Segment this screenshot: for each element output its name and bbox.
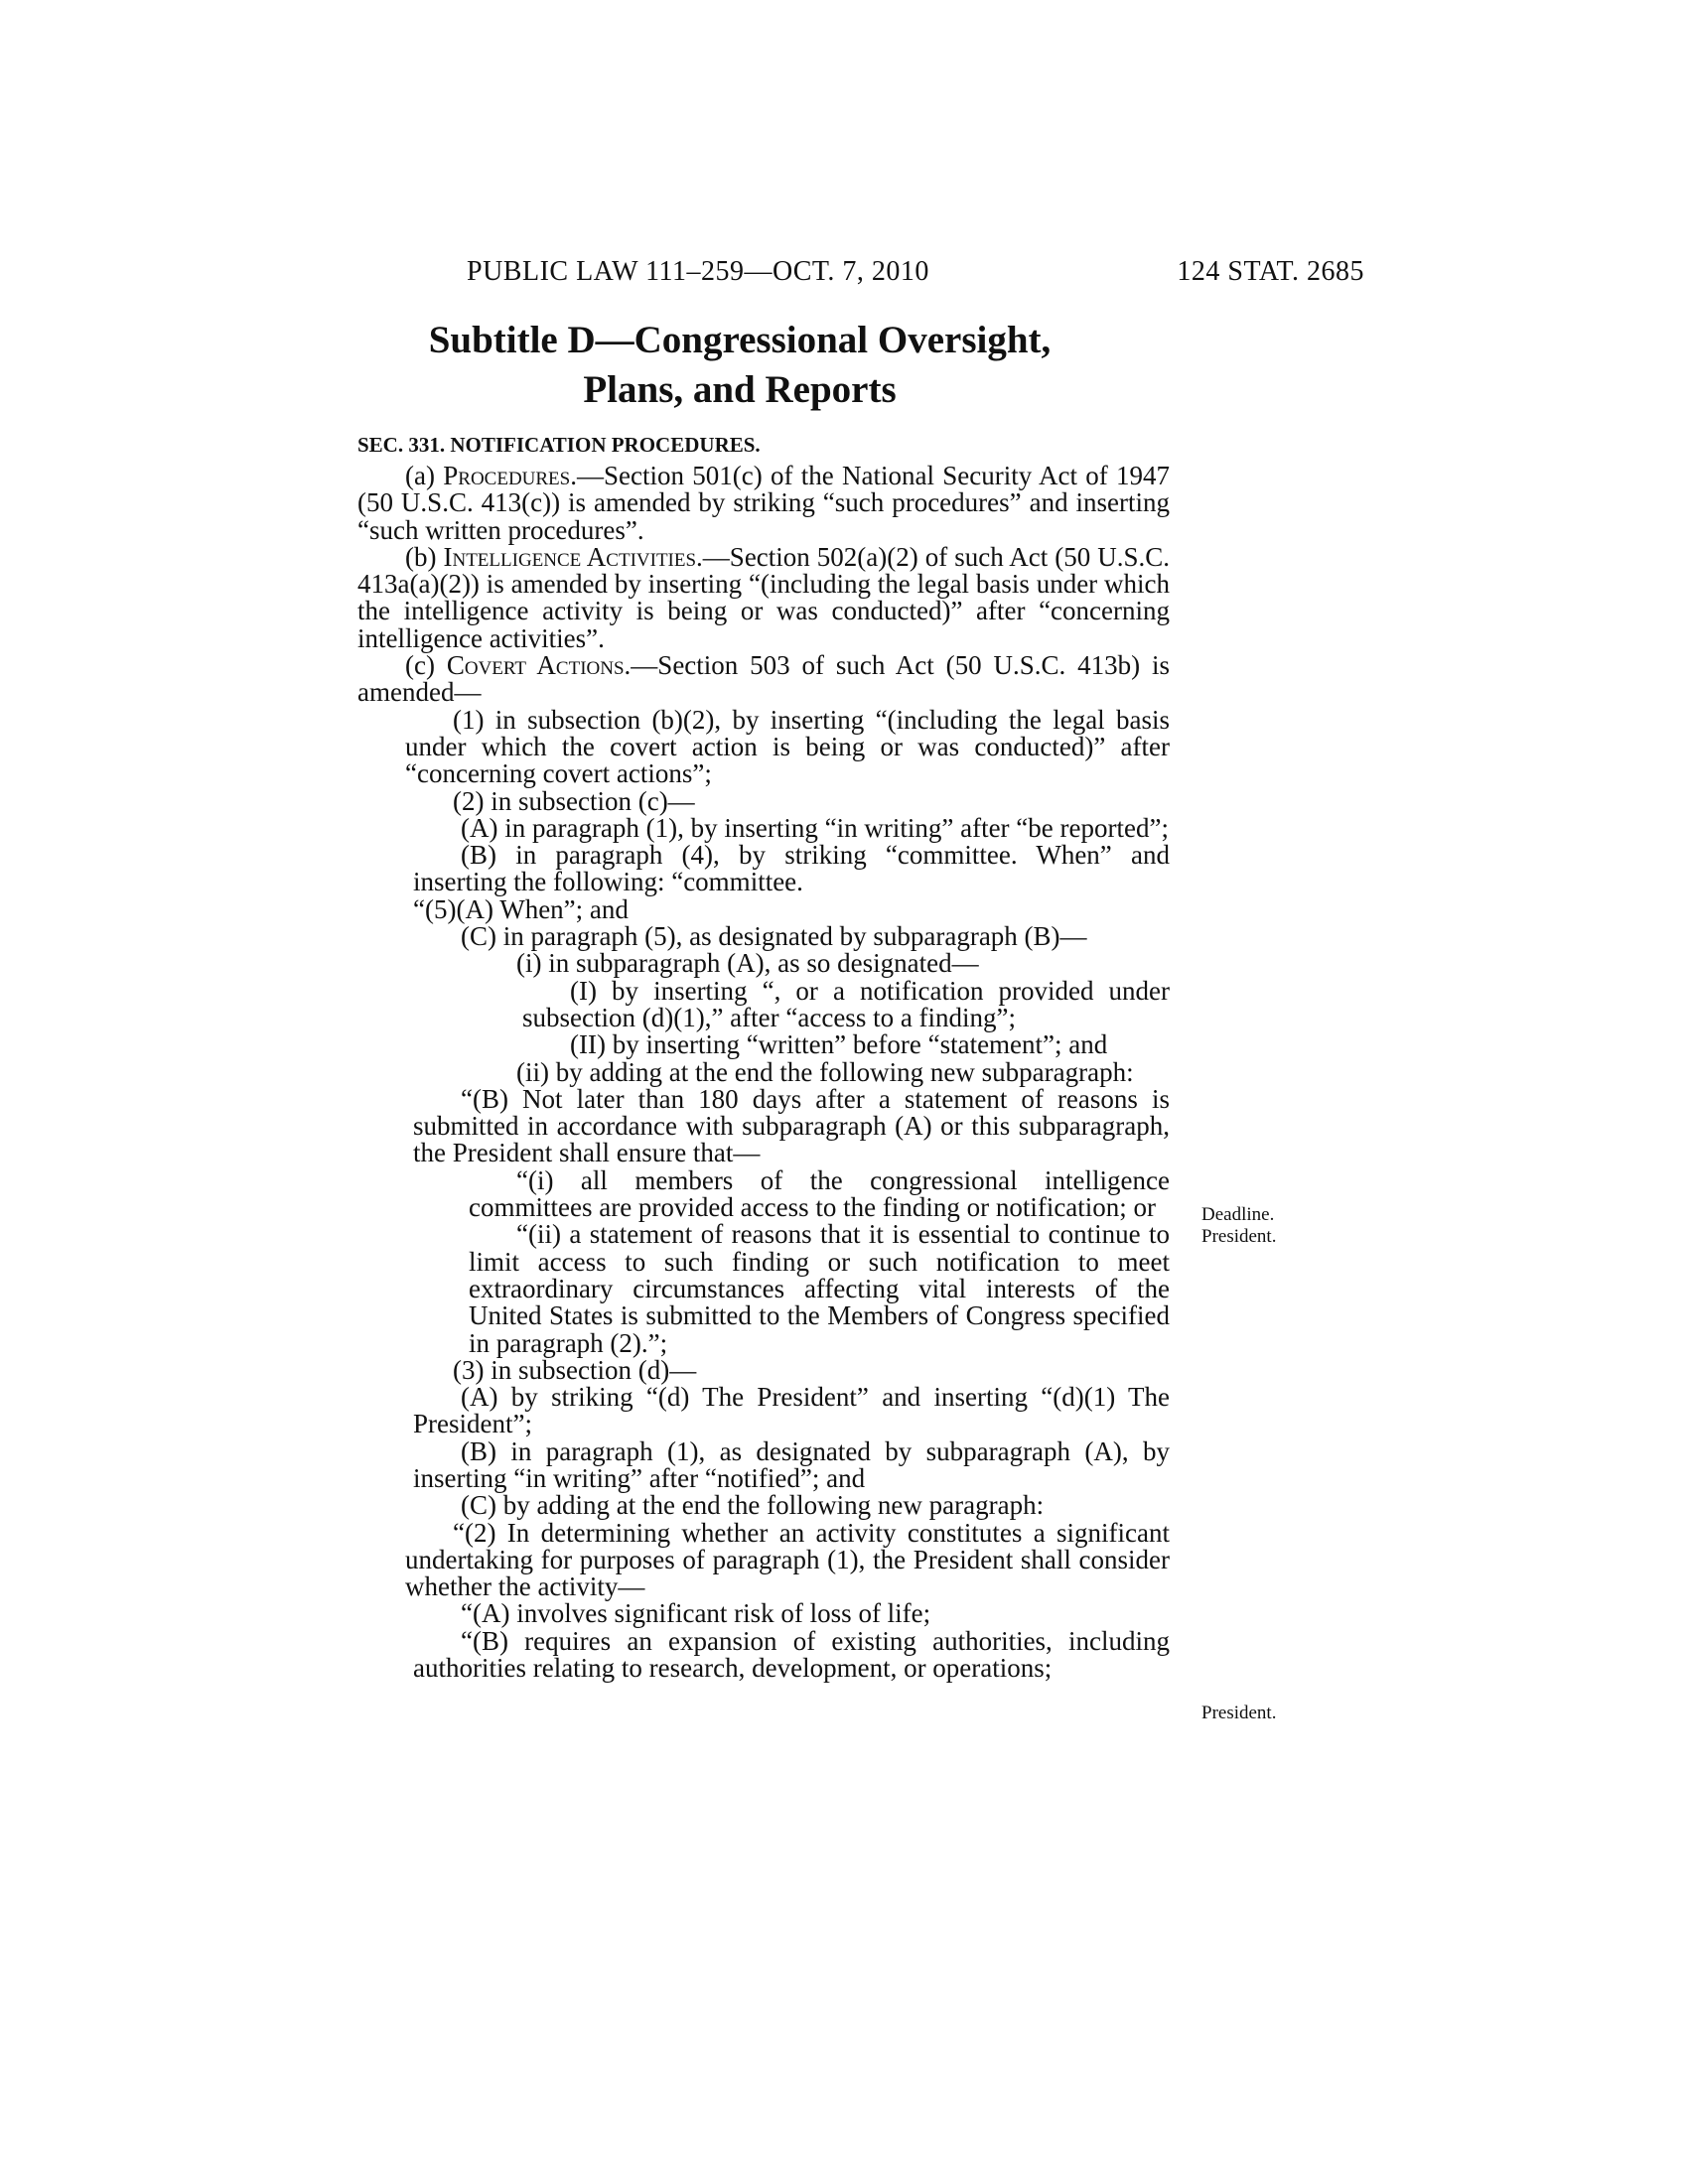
subsection-b-caption: Intelligence Activities [443,541,697,572]
margin-note-president: President. [1201,1703,1277,1723]
paragraph-3: (3) in subsection (d)— [453,1354,697,1385]
quoted-clause-ii: “(ii) a statement of reasons that it is essential to continue to limit access to such finding or such notification to meet extraordinary circumstances affecting vital interests of the United States is submitted to the Members of Congress specified in paragraph (2).”; [469,1219,1170,1358]
subtitle-heading [357,316,1122,415]
margin-note-deadline-line-1: Deadline. [1201,1204,1275,1225]
subsection-a-text: .—Section 501(c) of the National Security Act of 1947 (50 U.S.C. 413(c)) is amended by striking “such procedures” and inserting “such written procedures”. [357,461,1171,545]
statute-reference: 124 STAT. 2685 [1177,256,1364,287]
subtitle-line-2: Plans, and Reports [583,368,897,411]
paragraph-3-B: (B) in paragraph (1), as designated by subparagraph (A), by inserting “in writing” after “notified”; and [413,1435,1170,1493]
subsection-c-label: (c) [405,650,447,681]
page-header [0,256,1688,296]
clause-ii: (ii) by adding at the end the following new subparagraph: [516,1056,1134,1087]
paragraph-2-B: (B) in paragraph (4), by striking “committee. When” and inserting the following: “committee. [413,840,1170,897]
quoted-subparagraph-B: “(B) Not later than 180 days after a statement of reasons is submitted in accordance with subparagraph (A) or this subparagraph, the President shall ensure that— [413,1083,1170,1168]
paragraph-2-A: (A) in paragraph (1), by inserting “in writing” after “be reported”; [461,812,1169,843]
subsection-a [357,463,1170,544]
quoted-paragraph-2: “(2) In determining whether an activity constitutes a significant undertaking for purposes of paragraph (1), the President shall consider whether the activity— [405,1517,1170,1602]
paragraph-2: (2) in subsection (c)— [453,785,695,816]
subsection-b-label: (b) [405,541,444,572]
paragraph-2-B-quote: “(5)(A) When”; and [413,893,629,924]
subsection-a-label: (a) [405,461,444,490]
margin-note-deadline-line-2: President. [1201,1226,1277,1247]
subsection-c-caption: Covert Actions [446,650,625,681]
paragraph-2-C: (C) in paragraph (5), as designated by subparagraph (B)— [461,921,1087,952]
paragraph-3-C: (C) by adding at the end the following new paragraph: [461,1490,1045,1521]
subsection-b [357,541,1170,653]
subsection-a-caption: Procedures [443,461,571,490]
section-heading: SEC. 331. NOTIFICATION PROCEDURES. [357,433,761,457]
running-head: PUBLIC LAW 111–259—OCT. 7, 2010 [467,256,929,287]
subclause-II: (II) by inserting “written” before “statement”; and [570,1029,1108,1060]
section-body [357,463,1170,1682]
subclause-I: (I) by inserting “, or a notification provided under subsection (d)(1),” after “access to a finding”; [522,975,1170,1032]
paragraph-1: (1) in subsection (b)(2), by inserting “(including the legal basis under which the covert action is being or was conducted)” after “concerning covert actions”; [405,704,1170,789]
quoted-clause-i: “(i) all members of the congressional intelligence committees are provided access to the finding or notification; or [469,1164,1170,1223]
subsection-c-text: .—Section 503 of such Act (50 U.S.C. 413b) is amended— [357,650,1170,708]
clause-i: (i) in subparagraph (A), as so designated— [516,948,979,979]
margin-note-deadline [1201,1204,1276,1248]
subsection-b-text: .—Section 502(a)(2) of such Act (50 U.S.C. 413a(a)(2)) is amended by inserting “(including the legal basis under which the intelligence activity is being or was conducted)” after “concerning intelligence activities”. [357,541,1170,653]
paragraph-3-A: (A) by striking “(d) The President” and inserting “(d)(1) The President”; [413,1382,1170,1439]
subsection-c [357,652,1170,707]
subtitle-line-1: Subtitle D—Congressional Oversight, [428,319,1052,361]
quoted-subparagraph-2-A: “(A) involves significant risk of loss of life; [461,1598,931,1629]
quoted-subparagraph-2-B: “(B) requires an expansion of existing authorities, including authorities relating to research, development, or operations; [413,1625,1170,1684]
